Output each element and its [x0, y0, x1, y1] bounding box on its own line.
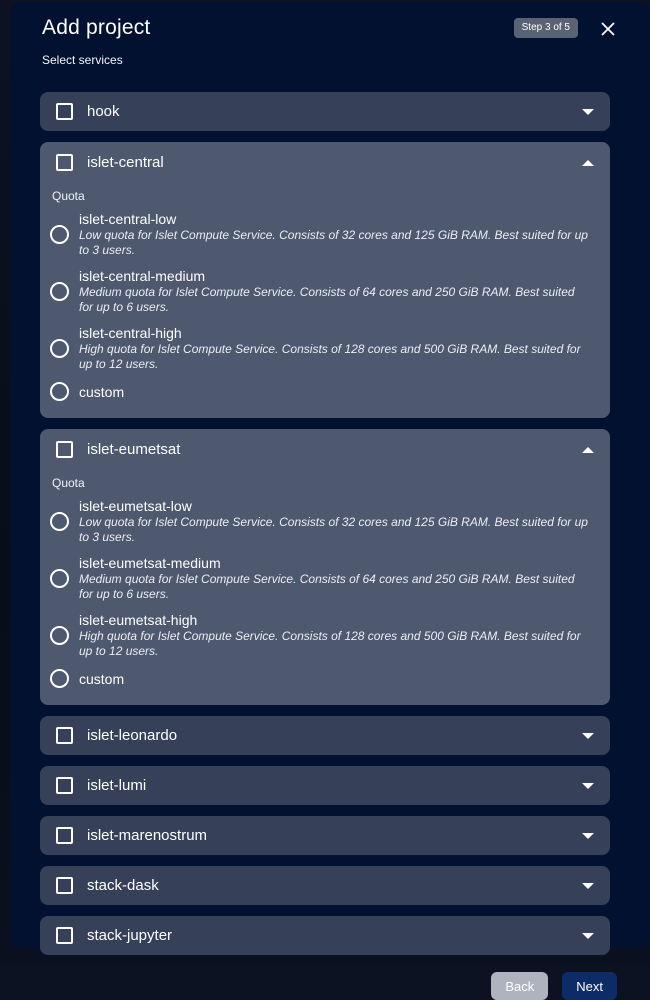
service-label: stack-jupyter	[87, 927, 173, 944]
back-button[interactable]: Back	[491, 972, 548, 1000]
chevron-up-icon[interactable]	[582, 447, 594, 453]
option-islet-central-high[interactable]	[40, 320, 610, 377]
service-label: islet-leonardo	[87, 727, 178, 744]
chevron-up-icon[interactable]	[582, 160, 594, 166]
checkbox-islet-central[interactable]	[56, 154, 73, 171]
close-button[interactable]	[594, 15, 622, 43]
add-project-dialog	[10, 2, 650, 994]
option-description: Medium quota for Islet Compute Service. Consists of 64 cores and 250 GiB RAM. Best suited for up to 6 users.	[79, 572, 575, 601]
step-badge: Step 3 of 5	[514, 18, 578, 38]
option-label: islet-central-medium	[79, 268, 206, 284]
option-islet-eumetsat-low[interactable]	[40, 493, 610, 550]
option-description: Low quota for Islet Compute Service. Consists of 32 cores and 125 GiB RAM. Best suited for up to 3 users.	[79, 228, 588, 257]
radio-islet-central-low[interactable]	[50, 225, 69, 244]
service-label: islet-lumi	[87, 777, 147, 794]
option-description: High quota for Islet Compute Service. Consists of 128 cores and 500 GiB RAM. Best suited for up to 12 users.	[79, 342, 581, 371]
radio-islet-eumetsat-high[interactable]	[50, 626, 69, 645]
option-label: islet-eumetsat-high	[79, 612, 198, 628]
service-row-islet-leonardo[interactable]	[40, 716, 610, 755]
radio-islet-eumetsat-low[interactable]	[50, 512, 69, 531]
chevron-down-icon[interactable]	[582, 933, 594, 939]
service-row-islet-central[interactable]	[40, 142, 610, 183]
chevron-down-icon[interactable]	[582, 733, 594, 739]
service-label: islet-central	[87, 154, 164, 171]
option-description: Medium quota for Islet Compute Service. Consists of 64 cores and 250 GiB RAM. Best suited for up to 6 users.	[79, 285, 575, 314]
checkbox-hook[interactable]	[56, 103, 73, 120]
radio-islet-central-custom[interactable]	[50, 382, 69, 401]
service-row-islet-eumetsat[interactable]	[40, 429, 610, 470]
service-label: hook	[87, 103, 120, 120]
checkbox-stack-jupyter[interactable]	[56, 927, 73, 944]
option-label: islet-eumetsat-low	[79, 498, 192, 514]
option-label: custom	[79, 383, 125, 400]
dialog-header	[10, 2, 650, 40]
radio-islet-central-high[interactable]	[50, 339, 69, 358]
option-islet-central-medium[interactable]	[40, 263, 610, 320]
option-description: Low quota for Islet Compute Service. Consists of 32 cores and 125 GiB RAM. Best suited for up to 3 users.	[79, 515, 588, 544]
checkbox-islet-eumetsat[interactable]	[56, 441, 73, 458]
service-row-islet-lumi[interactable]	[40, 766, 610, 805]
service-list	[40, 92, 610, 955]
radio-islet-eumetsat-medium[interactable]	[50, 569, 69, 588]
service-row-stack-jupyter[interactable]	[40, 916, 610, 955]
option-islet-eumetsat-custom[interactable]	[40, 664, 610, 693]
option-label: islet-central-low	[79, 211, 177, 227]
dialog-footer	[10, 972, 617, 1000]
option-label: custom	[79, 670, 125, 687]
chevron-down-icon[interactable]	[582, 109, 594, 115]
chevron-down-icon[interactable]	[582, 883, 594, 889]
chevron-down-icon[interactable]	[582, 833, 594, 839]
checkbox-islet-marenostrum[interactable]	[56, 827, 73, 844]
checkbox-islet-lumi[interactable]	[56, 777, 73, 794]
service-row-islet-marenostrum[interactable]	[40, 816, 610, 855]
option-label: islet-central-high	[79, 325, 182, 341]
service-row-hook[interactable]	[40, 92, 610, 131]
service-label: stack-dask	[87, 877, 159, 894]
option-description: High quota for Islet Compute Service. Consists of 128 cores and 500 GiB RAM. Best suited for up to 12 users.	[79, 629, 581, 658]
close-icon	[600, 21, 616, 37]
service-label: islet-eumetsat	[87, 441, 181, 458]
chevron-down-icon[interactable]	[582, 783, 594, 789]
option-islet-eumetsat-high[interactable]	[40, 607, 610, 664]
checkbox-stack-dask[interactable]	[56, 877, 73, 894]
option-islet-eumetsat-medium[interactable]	[40, 550, 610, 607]
radio-islet-central-medium[interactable]	[50, 282, 69, 301]
next-button[interactable]: Next	[562, 972, 617, 1000]
quota-label: Quota	[52, 476, 85, 490]
service-card-islet-central	[40, 142, 610, 418]
service-card-islet-eumetsat	[40, 429, 610, 705]
checkbox-islet-leonardo[interactable]	[56, 727, 73, 744]
option-islet-central-custom[interactable]	[40, 377, 610, 406]
option-islet-central-low[interactable]	[40, 206, 610, 263]
service-row-stack-dask[interactable]	[40, 866, 610, 905]
radio-islet-eumetsat-custom[interactable]	[50, 669, 69, 688]
quota-label: Quota	[52, 189, 85, 203]
select-services-label: Select services	[42, 53, 123, 67]
option-label: islet-eumetsat-medium	[79, 555, 221, 571]
service-label: islet-marenostrum	[87, 827, 208, 844]
dialog-title: Add project	[42, 16, 151, 39]
